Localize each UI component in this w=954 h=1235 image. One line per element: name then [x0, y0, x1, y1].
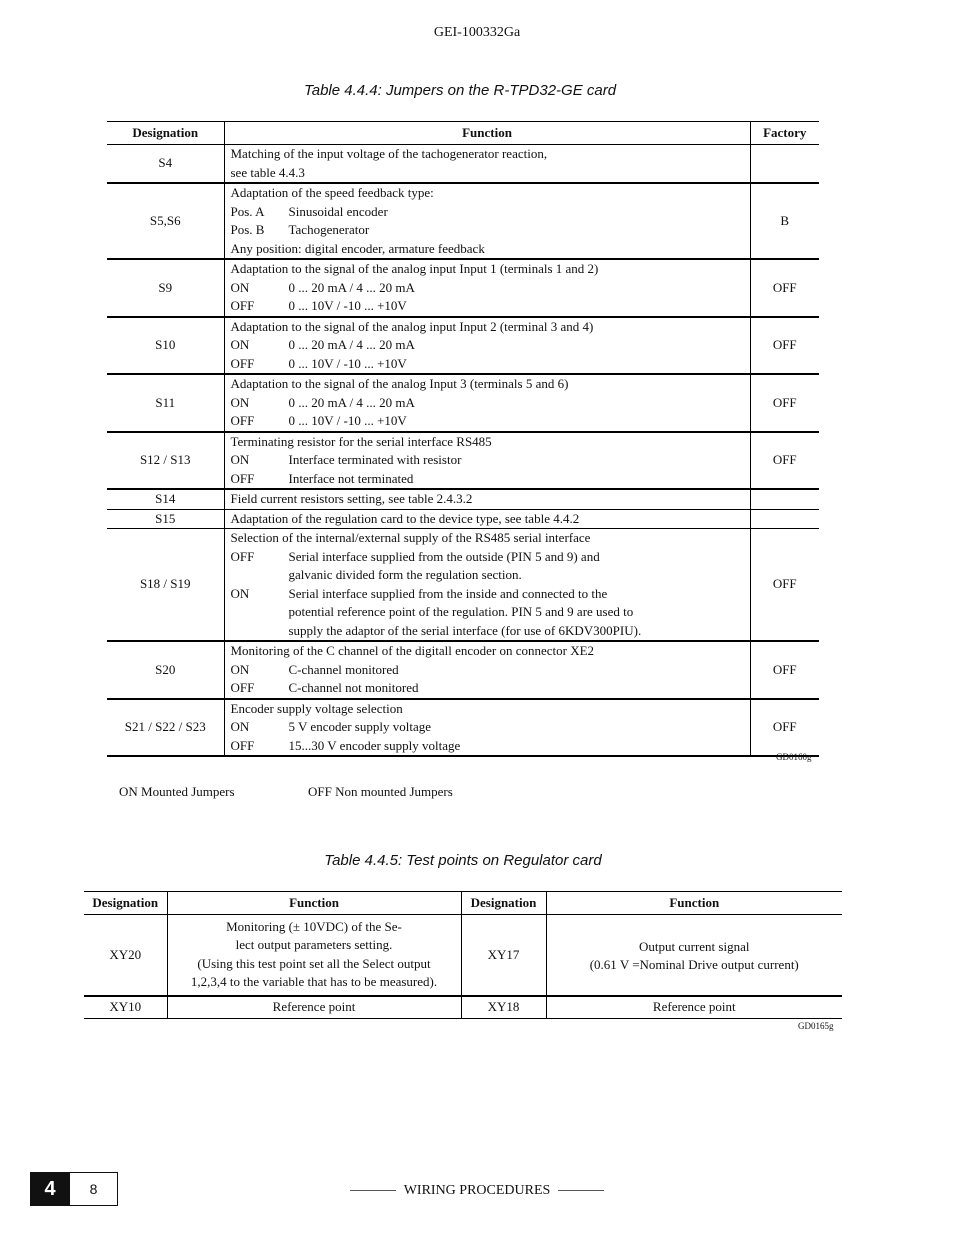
designation-cell: S10: [107, 317, 224, 375]
function-cell: [224, 317, 750, 375]
designation-cell: XY20: [84, 915, 167, 997]
table1-code: GD0160g: [776, 752, 812, 762]
designation-cell: XY18: [461, 996, 546, 1019]
function-line: [231, 297, 750, 316]
setting-value: Sinusoidal encoder: [288, 203, 388, 219]
factory-cell: [750, 489, 819, 509]
setting-value: Adaptation to the signal of the analog input Input 2 (terminal 3 and 4): [230, 318, 594, 334]
table-row: [84, 996, 842, 1019]
setting-key: ON: [230, 661, 250, 677]
footer-section: [0, 1183, 954, 1199]
page-number: 8: [70, 1172, 118, 1206]
designation-cell: S9: [107, 259, 224, 317]
test-points-header: [84, 892, 842, 915]
setting-key: OFF: [230, 548, 255, 564]
designation-cell: S14: [107, 489, 224, 509]
setting-value: C-channel monitored: [288, 661, 399, 677]
function-line: 1,2,3,4 to the variable that has to be measured).: [190, 974, 438, 989]
function-line: [231, 470, 750, 489]
setting-value: see table 4.4.3: [230, 164, 305, 180]
function-cell: [224, 489, 750, 509]
function-cell: Reference point: [546, 996, 842, 1019]
function-cell: [546, 915, 842, 997]
setting-value: Any position: digital encoder, armature feedback: [230, 240, 485, 256]
function-line: [231, 603, 750, 622]
table-row: [107, 432, 819, 490]
function-line: [231, 642, 750, 661]
function-line: [231, 412, 750, 431]
function-cell: [224, 509, 750, 529]
test-points-table: [84, 891, 842, 1019]
designation-cell: S4: [107, 145, 224, 184]
function-line: [231, 184, 750, 203]
table1-caption: Table 4.4.4: Jumpers on the R-TPD32-GE card: [303, 82, 617, 99]
setting-value: Serial interface supplied from the inside and connected to the: [288, 585, 608, 601]
designation-cell: S18 / S19: [107, 529, 224, 642]
table-row: [107, 529, 819, 642]
setting-key: ON: [230, 279, 250, 295]
header-designation-2: Designation: [461, 892, 546, 915]
function-line: [231, 622, 750, 641]
factory-cell: [750, 145, 819, 184]
setting-value: Adaptation to the signal of the analog Input 3 (terminals 5 and 6): [230, 376, 569, 391]
setting-key: OFF: [230, 680, 255, 695]
function-cell: Reference point: [167, 996, 461, 1019]
setting-key: [231, 603, 289, 622]
function-line: [231, 718, 750, 737]
setting-value: Interface not terminated: [288, 470, 414, 486]
setting-key: OFF: [230, 470, 255, 486]
designation-cell: XY10: [84, 996, 167, 1019]
function-line: [231, 529, 750, 548]
setting-key: ON: [230, 452, 250, 467]
function-line: (0.61 V =Nominal Drive output current): [589, 957, 799, 972]
setting-value: Terminating resistor for the serial interface RS485: [230, 433, 492, 449]
factory-cell: OFF: [750, 374, 819, 432]
table-row: [107, 317, 819, 375]
function-cell: [224, 641, 750, 699]
table2-code: GD0165g: [798, 1021, 834, 1031]
setting-value: Interface terminated with resistor: [288, 452, 462, 467]
factory-cell: OFF: [750, 317, 819, 375]
jumpers-table: [107, 121, 819, 757]
designation-cell: S21 / S22 / S23: [107, 699, 224, 757]
legend-off: OFF Non mounted Jumpers: [308, 784, 453, 799]
setting-value: Field current resistors setting, see table 2.4.3.2: [230, 491, 473, 506]
designation-cell: S15: [107, 509, 224, 529]
document-id: GEI-100332Ga: [433, 25, 521, 40]
function-cell: [224, 259, 750, 317]
factory-cell: OFF: [750, 259, 819, 317]
setting-value: 5 V encoder supply voltage: [288, 719, 431, 734]
setting-value: 15...30 V encoder supply voltage: [288, 737, 461, 753]
setting-value: Adaptation of the regulation card to the device type, see table 4.4.2: [230, 510, 580, 526]
factory-cell: OFF: [750, 529, 819, 642]
table-row: [107, 259, 819, 317]
setting-value: supply the adaptor of the serial interface (for use of 6KDV300PIU).: [288, 622, 642, 638]
header-designation: Designation: [107, 122, 224, 145]
header-designation-1: Designation: [84, 892, 167, 915]
function-line: [231, 566, 750, 585]
table-row: [107, 509, 819, 529]
setting-value: Tachogenerator: [288, 222, 370, 237]
setting-value: 0 ... 10V / -10 ... +10V: [288, 298, 407, 313]
function-line: [231, 260, 750, 279]
footer-rule-right: [558, 1190, 604, 1191]
footer-section-title: WIRING PROCEDURES: [403, 1183, 551, 1198]
table-row: [107, 183, 819, 259]
designation-cell: S11: [107, 374, 224, 432]
table-row: [84, 915, 842, 997]
function-line: [231, 661, 750, 680]
function-cell: [224, 529, 750, 642]
setting-value: Selection of the internal/external supply of the RS485 serial interface: [230, 530, 591, 545]
setting-key: Pos. B: [230, 222, 265, 237]
chapter-number: 4: [30, 1172, 70, 1206]
setting-key: ON: [230, 719, 250, 734]
function-line: [231, 700, 750, 719]
factory-cell: OFF: [750, 699, 819, 757]
function-cell: [167, 915, 461, 997]
table2-caption: Table 4.4.5: Test points on Regulator card: [324, 852, 602, 869]
legend-on: ON Mounted Jumpers: [119, 784, 235, 799]
header-factory: Factory: [750, 122, 819, 145]
setting-value: 0 ... 20 mA / 4 ... 20 mA: [288, 394, 415, 410]
factory-cell: OFF: [750, 432, 819, 490]
function-line: [231, 679, 750, 698]
table-row: [107, 374, 819, 432]
setting-key: ON: [230, 585, 250, 601]
function-line: [231, 145, 750, 164]
setting-value: Monitoring of the C channel of the digitall encoder on connector XE2: [230, 643, 595, 658]
setting-value: Serial interface supplied from the outside (PIN 5 and 9) and: [288, 548, 600, 564]
jumpers-table-header: [107, 122, 819, 145]
setting-key: Pos. A: [230, 203, 265, 219]
setting-value: 0 ... 20 mA / 4 ... 20 mA: [288, 337, 415, 352]
function-line: [231, 585, 750, 604]
function-line: [231, 737, 750, 756]
setting-key: OFF: [230, 355, 255, 371]
setting-key: OFF: [230, 737, 255, 753]
function-line: [231, 548, 750, 567]
function-cell: [224, 699, 750, 757]
header-function-2: Function: [546, 892, 842, 915]
designation-cell: S20: [107, 641, 224, 699]
setting-key: [231, 622, 289, 641]
designation-cell: S12 / S13: [107, 432, 224, 490]
setting-value: Adaptation to the signal of the analog input Input 1 (terminals 1 and 2): [230, 261, 599, 276]
function-line: [231, 394, 750, 413]
designation-cell: XY17: [461, 915, 546, 997]
setting-value: Matching of the input voltage of the tachogenerator reaction,: [230, 146, 548, 161]
function-line: [231, 510, 750, 529]
header-function: Function: [224, 122, 750, 145]
setting-key: ON: [230, 337, 250, 352]
setting-value: C-channel not monitored: [288, 680, 419, 695]
setting-value: 0 ... 20 mA / 4 ... 20 mA: [288, 279, 415, 295]
function-line: Output current signal: [639, 938, 750, 954]
table-row: [107, 489, 819, 509]
function-line: [231, 203, 750, 222]
table-row: [107, 145, 819, 184]
setting-value: 0 ... 10V / -10 ... +10V: [288, 355, 407, 371]
setting-value: 0 ... 10V / -10 ... +10V: [288, 413, 407, 428]
header-function-1: Function: [167, 892, 461, 915]
function-line: [231, 355, 750, 374]
setting-key: ON: [230, 394, 250, 410]
function-line: (Using this test point set all the Select output: [197, 955, 431, 971]
setting-key: OFF: [230, 298, 255, 313]
function-line: [231, 318, 750, 337]
function-cell: [224, 432, 750, 490]
function-line: [231, 433, 750, 452]
function-cell: [224, 183, 750, 259]
function-line: [231, 279, 750, 298]
setting-value: potential reference point of the regulation. PIN 5 and 9 are used to: [288, 604, 634, 619]
function-line: [231, 164, 750, 183]
function-line: [231, 240, 750, 259]
table-row: [107, 699, 819, 757]
function-line: [231, 375, 750, 394]
factory-cell: OFF: [750, 641, 819, 699]
function-line: lect output parameters setting.: [235, 937, 393, 952]
function-line: [231, 336, 750, 355]
function-line: [231, 490, 750, 509]
footer-rule-left: [350, 1190, 396, 1191]
function-line: Monitoring (± 10VDC) of the Se-: [226, 918, 402, 934]
table-row: [107, 641, 819, 699]
function-line: [231, 221, 750, 240]
designation-cell: S5,S6: [107, 183, 224, 259]
function-line: [231, 451, 750, 470]
function-cell: [224, 145, 750, 184]
setting-value: Adaptation of the speed feedback type:: [230, 185, 434, 200]
function-cell: [224, 374, 750, 432]
setting-value: Encoder supply voltage selection: [230, 700, 403, 716]
setting-value: galvanic divided form the regulation section.: [288, 567, 522, 582]
factory-cell: [750, 509, 819, 529]
factory-cell: B: [750, 183, 819, 259]
setting-key: OFF: [230, 413, 255, 428]
setting-key: [231, 566, 289, 585]
